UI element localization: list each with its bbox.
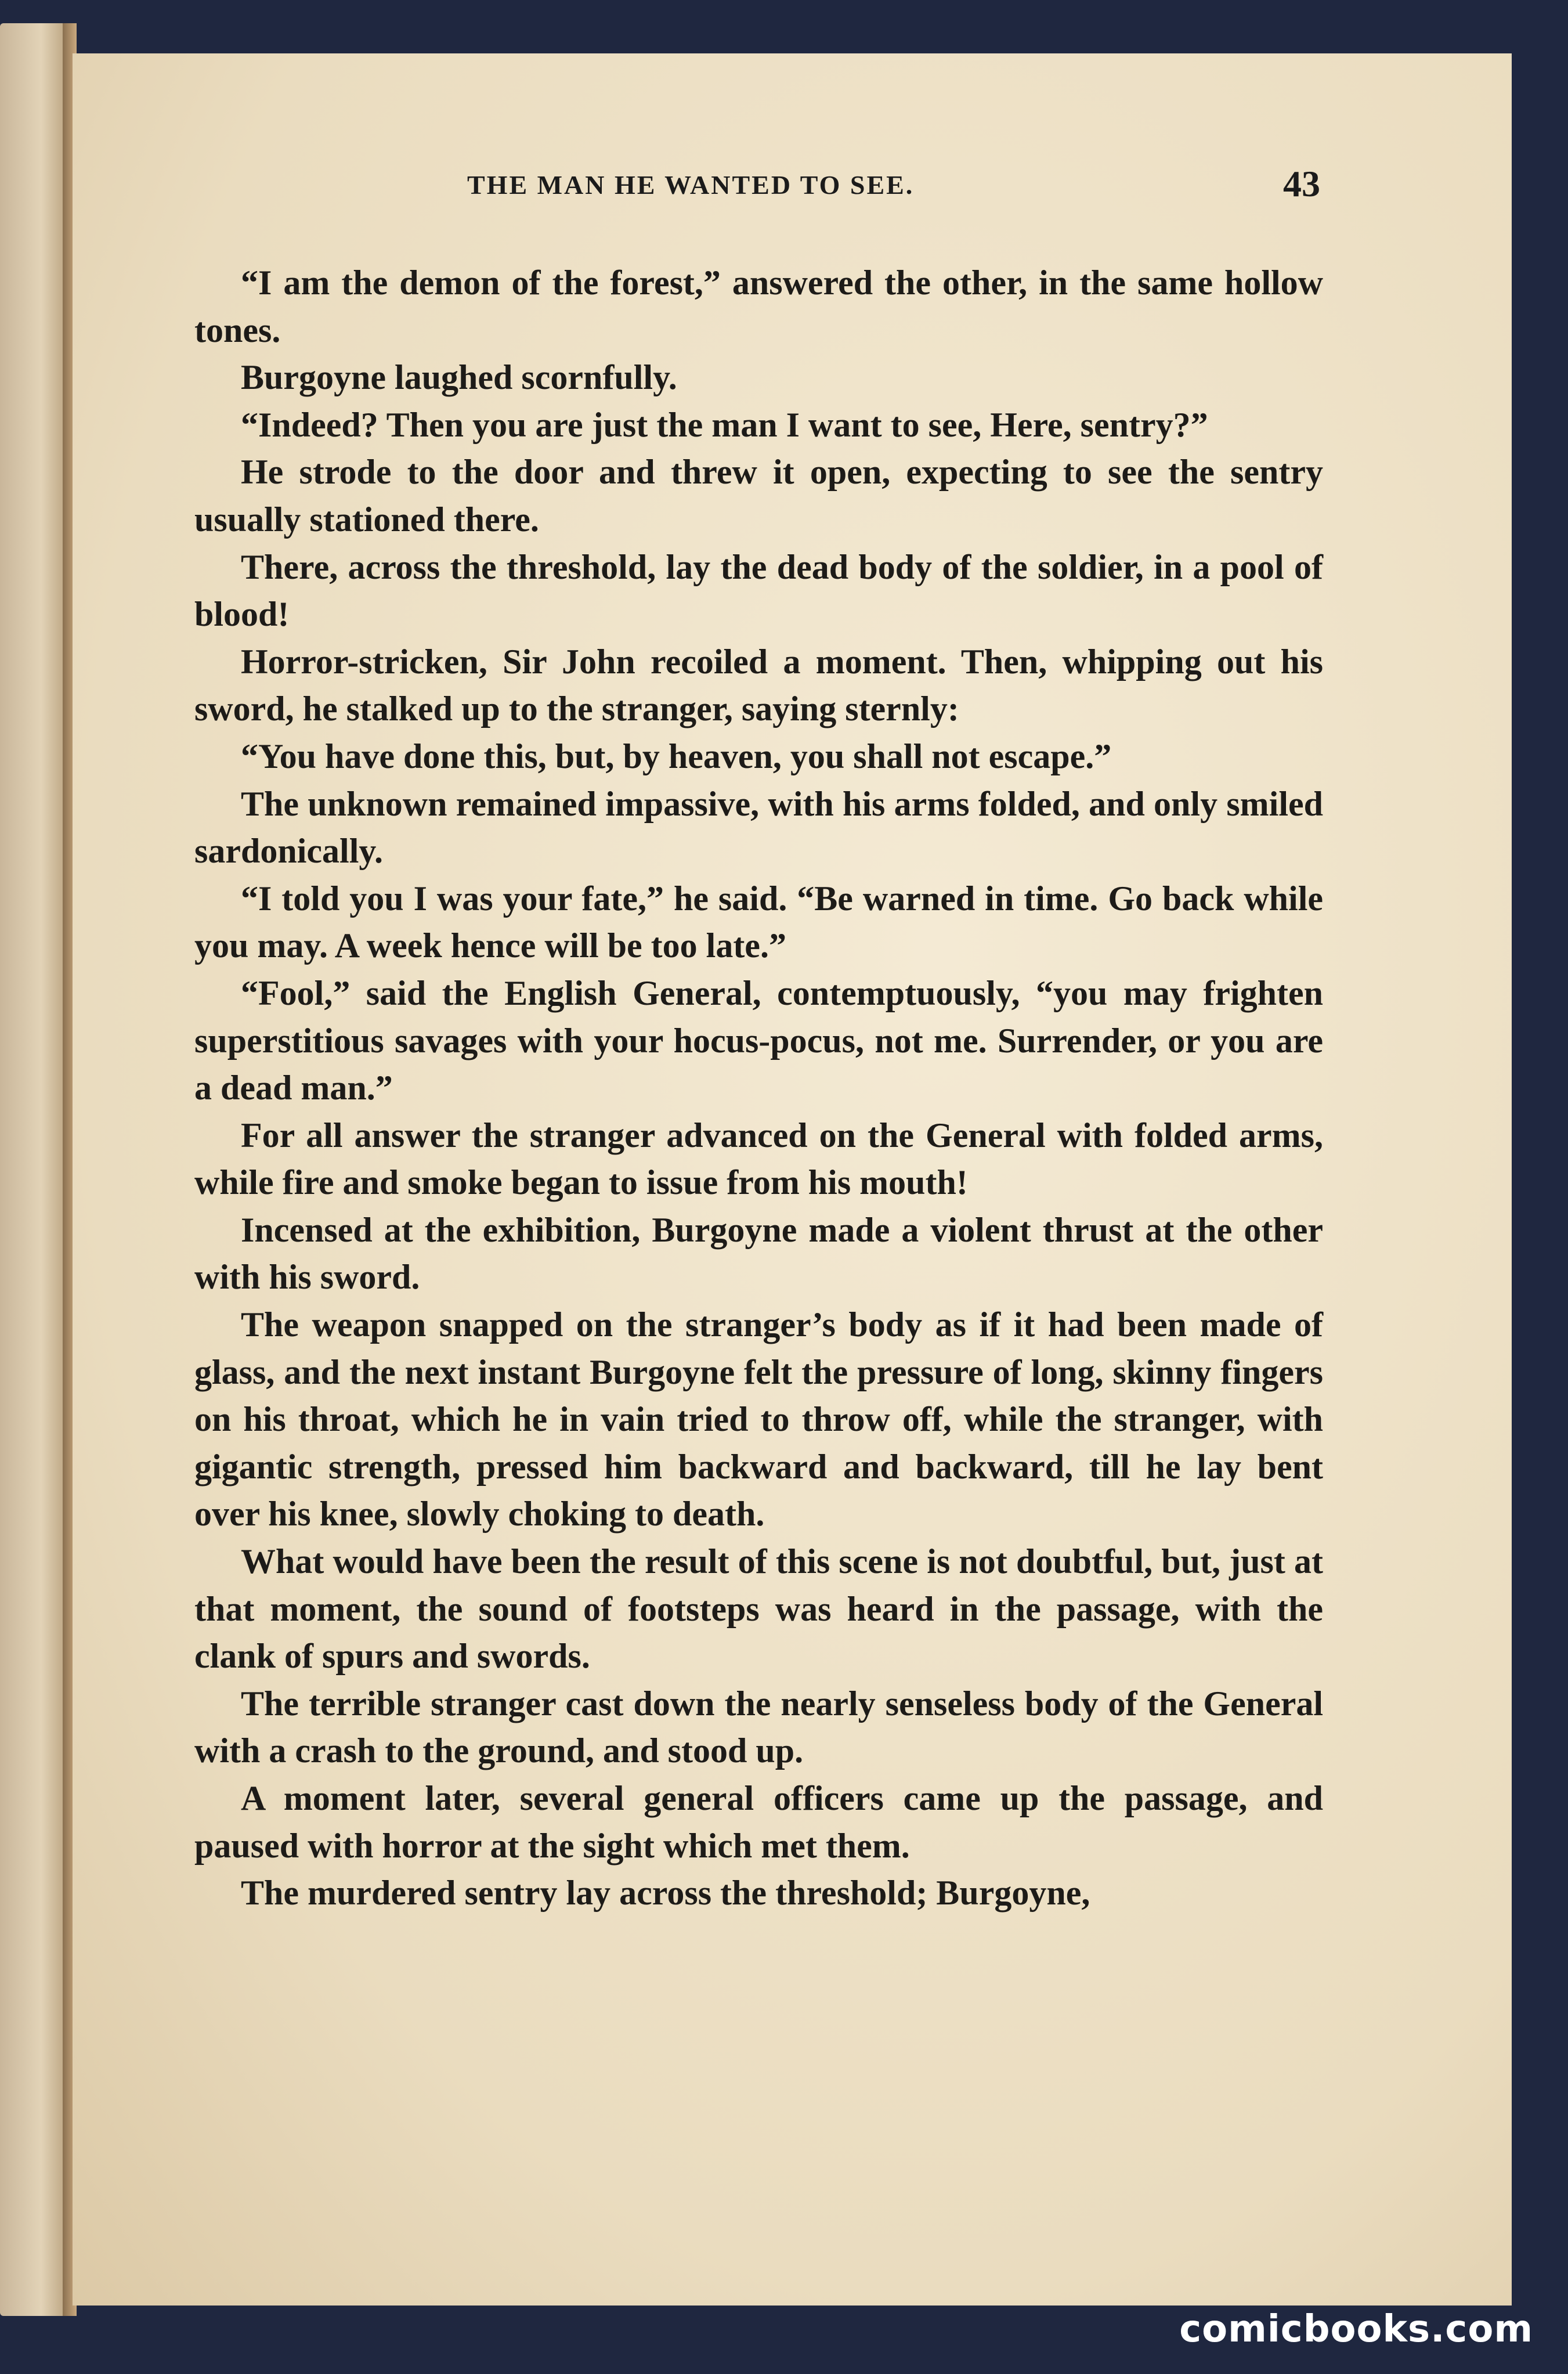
adjacent-page-edge	[0, 23, 68, 2316]
paragraph: “You have done this, but, by heaven, you shall not escape.”	[241, 737, 1112, 775]
paragraph: The unknown remained impassive, with his arms folded, and only smiled sardonically.	[194, 784, 1323, 871]
book-page	[73, 53, 1512, 2306]
paragraph: He strode to the door and threw it open, expecting to see the sentry usually stationed there.	[194, 453, 1323, 539]
paragraph: “Fool,” said the English General, contemptuously, “you may frighten superstitious savages with your hocus-pocus, not me. Surrender, or you are a dead man.”	[194, 973, 1323, 1107]
watermark: comicbooks.com	[1179, 2308, 1533, 2351]
body-text	[194, 259, 1323, 1917]
paragraph: “I told you I was your fate,” he said. “Be warned in time. Go back while you may. A week hence will be too late.”	[194, 879, 1323, 965]
paragraph: The murdered sentry lay across the threshold; Burgoyne,	[241, 1874, 1090, 1913]
paragraph: The weapon snapped on the stranger’s body as if it had been made of glass, and the next instant Burgoyne felt the pressure of long, skinny fingers on his throat, which he in vain tried to throw off, while the stranger, with gigantic strength, pressed him backward and backward, till he lay bent over his knee, slowly choking to death.	[194, 1305, 1323, 1534]
paragraph: “Indeed? Then you are just the man I want to see, Here, sentry?”	[241, 405, 1208, 444]
paragraph: What would have been the result of this scene is not doubtful, but, just at that moment, the sound of footsteps was heard in the passage, with the clank of spurs and swords.	[194, 1542, 1323, 1676]
paragraph: Incensed at the exhibition, Burgoyne made a violent thrust at the other with his sword.	[194, 1210, 1323, 1297]
paragraph: Horror-stricken, Sir John recoiled a moment. Then, whipping out his sword, he stalked up to the stranger, saying sternly:	[194, 642, 1323, 728]
paragraph: The terrible stranger cast down the nearly senseless body of the General with a crash to the ground, and stood up.	[194, 1684, 1323, 1770]
paragraph: For all answer the stranger advanced on the General with folded arms, while fire and smoke began to issue from his mouth!	[194, 1116, 1323, 1202]
page-number: 43	[1283, 163, 1320, 204]
paragraph: A moment later, several general officers came up the passage, and paused with horror at the sight which met them.	[194, 1779, 1323, 1865]
paragraph: There, across the threshold, lay the dead body of the soldier, in a pool of blood!	[194, 547, 1323, 634]
paragraph: “I am the demon of the forest,” answered the other, in the same hollow tones.	[194, 264, 1323, 349]
running-head	[73, 163, 1512, 216]
paragraph: Burgoyne laughed scornfully.	[241, 358, 677, 397]
running-title: THE MAN HE WANTED TO SEE.	[467, 170, 915, 200]
